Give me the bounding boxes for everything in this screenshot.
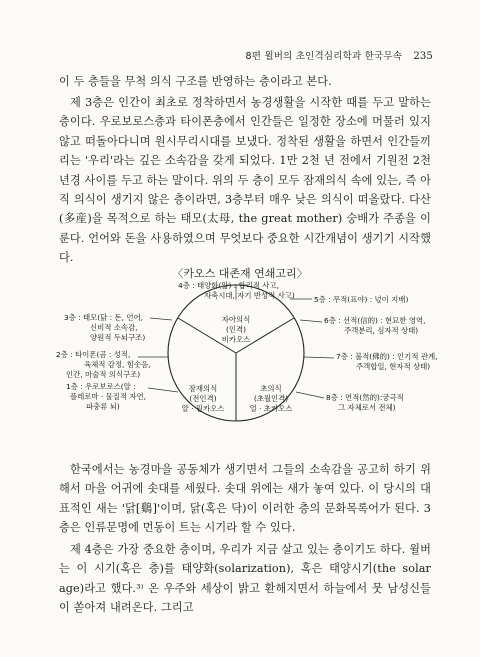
center-left-line: (전인격) bbox=[189, 394, 217, 403]
figure-title: 〈카오스 대존재 연쇄고리〉 bbox=[172, 267, 308, 280]
paragraph-1: 이 두 층들을 무척 의식 구조를 반영하는 층이라고 본다. bbox=[59, 75, 332, 88]
layer-4-line: 자축시대, 자기 반성적 사고) bbox=[204, 291, 295, 300]
layer-4-label bbox=[178, 281, 295, 301]
center-left-line: 잠재의식 bbox=[188, 384, 218, 393]
layer-3-label bbox=[64, 313, 145, 343]
center-top-label bbox=[196, 315, 276, 345]
center-right-line: (초월인격) bbox=[253, 394, 289, 403]
paragraph-2: 제 3층은 인간이 최초로 정착하면서 농경생활을 시작한 때를 두고 말하는 층이다. 우로보로스층과 타이폰층에서 인간들은 일정한 장소에 머물러 있지 않고 떠돌아다니며 원시무리시대를 보냈다. 정착된 생활을 하면서 인간들끼리는 '우리'라는 깊은 소속감을 갖게 되었다. 1만 2천 년 전에서 기원전 2천년경 사이를 두고 하는 말이다. 위의 두 층이 모두 잠재의식 속에 있는, 즉 아직 의식이 생기지 않은 층이라면, 3층부터 매우 낮은 의식이 떠올랐다. 다산(多産)을 목적으로 하는 태모(太母, the great mother) 숭배가 주종을 이룬다. 언어와 돈을 사용하였으며 무엇보다 중요한 시간개념이 생기기 시작했다. bbox=[59, 96, 431, 265]
layer-1-label bbox=[66, 382, 146, 412]
layer-3-line: 양원적 두뇌구조) bbox=[90, 333, 146, 342]
running-header bbox=[220, 48, 433, 62]
center-left-label bbox=[168, 384, 238, 414]
leader-l7 bbox=[304, 357, 334, 358]
layer-1-line: 파충류 뇌) bbox=[86, 402, 120, 411]
layer-8-line: 8층 : 연적(然的):궁극적 bbox=[326, 393, 404, 402]
center-right-label bbox=[234, 384, 308, 414]
center-top-line: (인격) bbox=[225, 325, 247, 334]
paragraph-4: 제 4층은 가장 중요한 층이며, 우리가 지금 살고 있는 층이기도 하다. 윌버는 이 시기(혹은 층)를 태양화(solarization), 혹은 태양시기(the solar age)라고 했다.³⁾ 온 우주와 세상이 밝고 환해지면서 하늘에서 뭇 남성신들이 쏟아져 내려온다. 그리고 bbox=[59, 543, 431, 615]
layer-5-label bbox=[314, 295, 408, 305]
center-left-line: 알 · 원카오스 bbox=[181, 404, 225, 413]
center-top-line: 비카오스 bbox=[221, 335, 251, 344]
layer-7-label bbox=[336, 352, 437, 372]
layer-2-line: 인간, 마술적 의식구조) bbox=[66, 370, 141, 379]
paragraph-3: 한국에서는 농경마을 공동체가 생기면서 그들의 소속감을 공고히 하기 위해서 마을 어귀에 솟대를 세웠다. 솟대 위에는 새가 놓여 있다. 이 당시의 대표적인 새는 '닭[鷄]'이며, 닭(혹은 닥)이 이러한 층의 문화목록어가 된다. 3층은 인류문명에 먼동이 트는 시기라 할 수 있다. bbox=[59, 463, 431, 535]
layer-5-line: 5층 : 무적(표야) : 넋이 지배) bbox=[314, 295, 409, 304]
layer-1-line: 1층 : 우로보로스(알 : bbox=[66, 382, 136, 391]
chapter-title: 8편 윌버의 초인격심리학과 한국무속 bbox=[245, 51, 403, 62]
leader-l3 bbox=[150, 318, 172, 320]
layer-7-line: 7층 : 불적(佛的) : 인기적 관계, bbox=[336, 352, 438, 361]
page-number: 235 bbox=[413, 51, 433, 62]
layer-2-line: 육체적 감정, 힘솟음, bbox=[84, 360, 151, 369]
layer-6-line: 주객분리, 심자적 상태) bbox=[344, 326, 419, 335]
leader-l6 bbox=[300, 320, 322, 322]
layer-3-line: 3층 : 태모(닭 : 돈, 언어, bbox=[64, 313, 143, 322]
layer-6-label bbox=[324, 316, 425, 336]
center-right-line: 얼 · 초카오스 bbox=[249, 404, 293, 413]
layer-2-line: 2층 : 타이폰(곰 : 성적, bbox=[56, 350, 131, 359]
layer-6-line: 6층 : 선적(信的) : 현묘한 영역, bbox=[324, 316, 426, 325]
layer-7-line: 주객합일, 현자적 상태) bbox=[356, 362, 431, 371]
layer-2-label bbox=[56, 350, 151, 380]
layer-8-line: 그 자체로서 전체) bbox=[338, 403, 396, 412]
layer-8-label bbox=[326, 393, 404, 413]
layer-1-line: 플레로마 · 물질적 자연, bbox=[70, 392, 147, 401]
center-right-line: 초의식 bbox=[260, 384, 282, 393]
center-top-line: 자아의식 bbox=[221, 315, 251, 324]
layer-3-line: 신비적 소속감, bbox=[90, 323, 138, 332]
layer-4-line: 4층 : 태양화(앎) : 합리적 사고, bbox=[178, 281, 279, 290]
